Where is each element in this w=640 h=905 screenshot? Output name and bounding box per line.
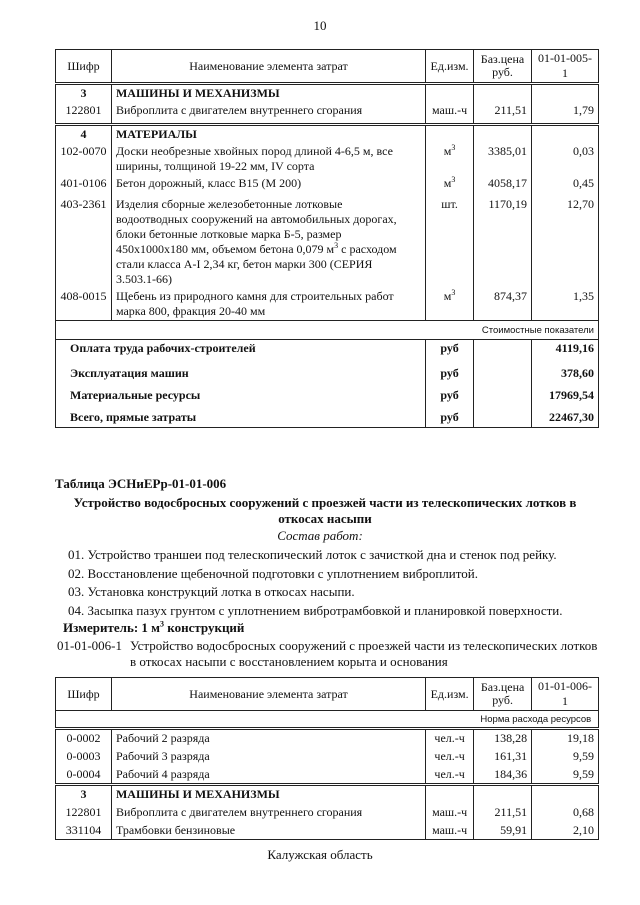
row-code: 0-0004 [56, 765, 112, 785]
row-code: 122801 [56, 102, 112, 124]
row-price: 211,51 [474, 102, 532, 124]
total-label: Эксплуатация машин [56, 361, 426, 383]
row-price: 4058,17 [474, 175, 532, 196]
row-norm: 19,18 [532, 729, 599, 748]
row-norm: 1,35 [532, 288, 599, 321]
row-code: 401-0106 [56, 175, 112, 196]
resource-table-2 [55, 677, 599, 840]
measure-unit: Измеритель: 1 $м^3$ конструкций [63, 619, 245, 635]
total-unit: руб [426, 383, 474, 405]
work-item: 01. Устройство траншеи под телескопический лоток с зачисткой дна и стенок под рейку. [68, 547, 557, 562]
row-price: 874,37 [474, 288, 532, 321]
total-unit: руб [426, 339, 474, 361]
row-unit: $м^3$ [426, 143, 474, 175]
col-header-price: Баз.цена руб. [474, 678, 532, 711]
row-code: 403-2361 [56, 196, 112, 288]
row-norm: 9,59 [532, 747, 599, 765]
row-name: Трамбовки бензиновые [111, 821, 425, 840]
row-norm: 0,68 [532, 803, 599, 821]
section-number: 4 [56, 124, 112, 143]
work-item: 02. Восстановление щебеночной подготовки с уплотнением виброплитой. [68, 565, 478, 581]
row-norm: 0,03 [532, 143, 599, 175]
row-unit: чел.-ч [426, 765, 474, 785]
row-norm: 1,79 [532, 102, 599, 124]
resource-norm-label: Норма расхода ресурсов [480, 714, 592, 725]
row-unit: шт. [426, 196, 474, 288]
row-code: 122801 [56, 803, 112, 821]
row-price: 184,36 [474, 765, 532, 785]
row-price: 1170,19 [474, 196, 532, 288]
row-norm: 9,59 [532, 765, 599, 785]
row-price: 138,28 [474, 729, 532, 748]
page-footer: Калужская область [267, 847, 373, 862]
row-code: 0-0002 [56, 729, 112, 748]
work-item: 04. Засыпка пазух грунтом с уплотнением вибротрамбовкой и планировкой поверхности. [68, 602, 563, 618]
row-name: Рабочий 2 разряда [111, 729, 425, 748]
page-number: 10 [313, 18, 327, 33]
row-unit: $м^3$ [426, 175, 474, 196]
section-heading: Устройство водосбросных сооружений с проезжей части из телескопических лотков в откосах насыпи [73, 495, 577, 526]
col-header-unit: Ед.изм. [426, 50, 474, 84]
work-list [68, 546, 563, 620]
col-header-name: Наименование элемента затрат [111, 50, 425, 84]
section-title: МАШИНЫ И МЕХАНИЗМЫ [111, 84, 425, 103]
row-code: 102-0070 [56, 143, 112, 175]
row-unit: чел.-ч [426, 729, 474, 748]
row-code: 331104 [56, 821, 112, 840]
row-name: Рабочий 4 разряда [111, 765, 425, 785]
row-name: Изделия сборные железобетонные лотковые водоотводных сооружений на автомобильных дорогах, блоки бетонные лотковые марка Б-5, размер 450х1000х180 мм, объемом бетона 0,079 $м^3$ с расходом стали класса А-I 2,34 кг, бетон марки 300 (СЕРИЯ 3.503.1-66) [111, 196, 425, 288]
cost-indicators-label: Стоимостные показатели [481, 324, 594, 336]
total-value: 4119,16 [532, 339, 599, 361]
total-label: Оплата труда рабочих-строителей [56, 339, 426, 361]
col-header-code: Шифр [56, 50, 112, 84]
row-code: 408-0015 [56, 288, 112, 321]
total-value: 378,60 [532, 361, 599, 383]
total-label: Всего, прямые затраты [56, 405, 426, 427]
section-number: 3 [56, 785, 112, 804]
total-label: Материальные ресурсы [56, 383, 426, 405]
work-item: 03. Установка конструкций лотка в откосах насыпи. [68, 584, 355, 599]
total-unit: руб [426, 405, 474, 427]
row-norm: 12,70 [532, 196, 599, 288]
row-price: 211,51 [474, 803, 532, 821]
row-unit: маш.-ч [426, 102, 474, 124]
section-number: 3 [56, 84, 112, 103]
col-header-code: Шифр [56, 678, 112, 711]
row-price: 59,91 [474, 821, 532, 840]
row-name: Бетон дорожный, класс В15 (М 200) [111, 175, 425, 196]
row-unit: чел.-ч [426, 747, 474, 765]
row-unit: $м^3$ [426, 288, 474, 321]
total-value: 17969,54 [532, 383, 599, 405]
table-title: Таблица ЭСНиЕРр-01-01-006 [55, 476, 227, 491]
row-unit: маш.-ч [426, 821, 474, 840]
row-name: Доски необрезные хвойных пород длиной 4-6,5 м, все ширины, толщиной 19-22 мм, IV сорта [111, 143, 425, 175]
row-norm: 0,45 [532, 175, 599, 196]
work-composition-title: Состав работ: [277, 528, 363, 543]
row-name: Виброплита с двигателем внутреннего сгорания [111, 102, 425, 124]
col-header-norm: 01-01-005-1 [532, 50, 599, 84]
col-header-name: Наименование элемента затрат [111, 678, 425, 711]
row-name: Рабочий 3 разряда [111, 747, 425, 765]
norm-description: Устройство водосбросных сооружений с проезжей части из телескопических лотков в откосах насыпи с восстановлением корыта и основания [130, 638, 598, 669]
col-header-unit: Ед.изм. [426, 678, 474, 711]
row-price: 161,31 [474, 747, 532, 765]
resource-table-1 [55, 49, 599, 428]
row-unit: маш.-ч [426, 803, 474, 821]
norm-code: 01-01-006-1 [57, 638, 122, 653]
row-code: 0-0003 [56, 747, 112, 765]
row-name: Виброплита с двигателем внутреннего сгорания [111, 803, 425, 821]
row-name: Щебень из природного камня для строительных работ марка 800, фракция 20-40 мм [111, 288, 425, 321]
row-price: 3385,01 [474, 143, 532, 175]
total-unit: руб [426, 361, 474, 383]
row-norm: 2,10 [532, 821, 599, 840]
total-value: 22467,30 [532, 405, 599, 427]
section-title: МАТЕРИАЛЫ [111, 124, 425, 143]
section-title: МАШИНЫ И МЕХАНИЗМЫ [111, 785, 425, 804]
col-header-norm: 01-01-006-1 [532, 678, 599, 711]
col-header-price: Баз.цена руб. [474, 50, 532, 84]
